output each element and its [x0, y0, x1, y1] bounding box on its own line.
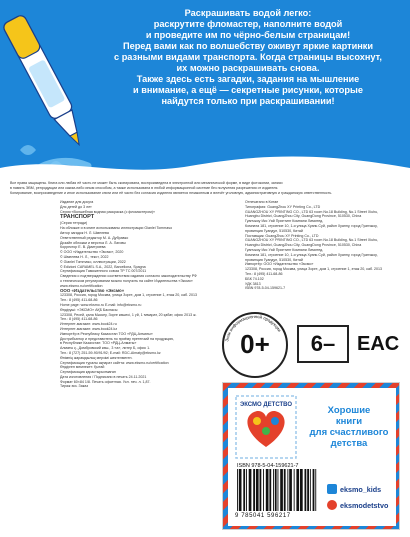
imprint-line: © Шмелева Н. Л., текст, 2022 — [60, 254, 109, 259]
imprint-line: Импортёр в Республику Казахстан ТОО «РДЦ-Алматы» — [60, 331, 153, 336]
barcode-bar — [243, 469, 245, 511]
imprint-line: Гуанчжоу Икс Уай Принтинг Компани Лимитед. — [245, 247, 324, 252]
imprint-line: ISBN 978-5-04-159621-7 — [245, 286, 286, 291]
imprint-line: Для детей до 3 лет — [60, 204, 92, 209]
age-circle-caption: Знак информационной продукции — [224, 313, 283, 342]
banner-wave — [0, 138, 410, 178]
banner-line: их можно раскрашивать снова. — [176, 63, 320, 73]
book-title: ТРАНСПОРТ — [60, 214, 95, 221]
barcode-bar — [280, 469, 283, 511]
imprint-line: Тираж экз. Заказ — [60, 384, 88, 389]
banner-line: Также здесь есть загадки, задания на мышление — [136, 74, 360, 84]
blue-banner — [0, 0, 410, 178]
imprint-line: Дизайн обложки и верстка Л. А. Лаговы — [60, 240, 126, 245]
imprint-line: На обложке и в книге использованы иллюстрации Gianlei Tommaso — [60, 226, 173, 231]
barcode-bar — [253, 469, 255, 511]
imprint-line: Huangbu District, GuangZhou City, GuangDong Province, 510530, China — [245, 243, 362, 248]
slogan-line: для счастливого — [309, 427, 389, 438]
imprint-line: Поставщик: GuangZhou XY Printing Co., LTD — [245, 233, 319, 238]
imprint-line: © Edizioni CARAMEL S.A., 2022, Barcellona, Spagna — [60, 264, 146, 269]
imprint-line: Автор загадок Н. Л. Шмелева — [60, 230, 109, 235]
imprint-line: Комната 181, строение 10, 1-я улица Хуань Суй, район Хуанпу, город Гуанчжоу, — [245, 252, 378, 257]
barcode-bar — [296, 469, 299, 511]
barcode-bar — [249, 469, 252, 511]
barcode-bar — [315, 469, 316, 511]
imprint-line: Home page: www.eksmo.ru E-mail: info@eksmo.ru — [60, 302, 142, 307]
imprint-line: Дистрибьютор и представитель по приёму претензий на продукцию, — [60, 336, 175, 341]
banner-description — [92, 8, 404, 107]
barcode-bar — [239, 469, 242, 511]
barcode-bar — [294, 469, 295, 511]
social-vk-label: eksmo_kids — [340, 485, 382, 494]
imprint-line: Өндіруші: «ЭКСМО» АҚБ Баспасы — [60, 307, 118, 312]
imprint-line: (Серия тетради) — [60, 221, 88, 226]
banner-line: найдутся только при раскрашивании! — [161, 96, 335, 106]
imprint-line: Комната 181, строение 10, 1-я улица Хуань Суй, район Хуанпу, город Гуанчжоу, — [245, 223, 378, 228]
barcode-bar — [260, 469, 262, 511]
barcode-bar — [289, 469, 292, 511]
barcode-bar — [275, 469, 277, 511]
age-rating-circle — [222, 312, 288, 378]
barcode-bar — [284, 469, 286, 511]
slogan-line: Хорошие — [327, 405, 371, 416]
legal-line: в память ЭВМ, репродукции или каким-либо иным способом, а также использована в любой информационной системе без получения разрешения от издателя. — [10, 185, 279, 190]
imprint-line: Сертификация қарастырылмаған — [60, 370, 116, 375]
imprint-line: © Gianlei Tommaso, иллюстрации, 2022 — [60, 259, 126, 264]
banner-line: и проведите им по чёрно-белым страницам! — [145, 30, 351, 40]
barcode-bar — [307, 469, 309, 511]
imprint-line: Отпечатано в Китае — [245, 200, 279, 204]
imprint-line: Дата изготовления / Подписано в печать 24.11.2021 — [60, 374, 147, 379]
social-vk[interactable] — [327, 483, 399, 497]
social-mail[interactable] — [327, 499, 399, 513]
banner-line: Раскрашивать водой легко: — [184, 8, 312, 18]
barcode-bar — [256, 469, 259, 511]
barcode-bar — [269, 469, 271, 511]
barcode-bar — [313, 469, 315, 511]
imprint-line: о техническом регулировании можно получить на сайте Издательства «Эксмо» — [60, 278, 193, 283]
barcode-bar — [310, 469, 311, 511]
legal-line: Копирование, воспроизведение и иное использование книги или её части без согласия издателя является незаконным и влечёт уголовную, административную и гражданскую ответственность. — [10, 190, 333, 195]
age-zero-plus: 0+ — [240, 329, 270, 359]
imprint-line: Серия «Волшебная водная раскраска (с фломастером)» — [60, 209, 155, 214]
imprint-line: © ООО «Издательство «Эксмо», 2020 — [60, 250, 124, 255]
imprint-line: ББК 74.102 — [245, 276, 264, 281]
imprint-line: Алматы қ., Домбровский көш., 3 «а», литер Б, офис 1. — [60, 346, 151, 351]
imprint-line: GUANGZHOU XY PRINTING CO., LTD 63 room No.18 Building, No.1 Street Xiuhu, — [245, 209, 379, 214]
imprint-line: УДК 3813 — [245, 281, 261, 286]
imprint-line: Huangbu District, GuangZhou City, GuangDong Province, 510530, China — [245, 214, 362, 219]
social-mail-label: eksmodetstvo — [340, 501, 389, 510]
banner-line: с разными видами транспорта. Когда страницы высохнут, — [114, 52, 382, 62]
stamp-caption: ЭКСМО ДЕТСТВО — [239, 402, 293, 408]
imprint-line: Тел.: 8 (727) 251-59-90/91/92; E-mail: RDC-Almaty@eksmo.kz — [60, 350, 161, 355]
eac-mark: EAC — [357, 333, 400, 355]
imprint-line: 123308, Россия, город Москва, улица Зорге, дом 1, строение 1, этаж 20, каб. 2013 — [60, 293, 197, 298]
mail-icon — [327, 500, 337, 510]
postcard-envelope — [222, 382, 400, 530]
barcode-bar — [246, 469, 247, 511]
banner-line: раскрутите фломастер, наполните водой — [153, 19, 343, 29]
publisher-name: ООО «Издательство «Эксмо» — [60, 288, 125, 293]
isbn-label: ISBN 978-5-04-159621-7 — [237, 463, 299, 469]
imprint-line: Импортёр: ООО «Издательство «Эксмо» — [245, 262, 314, 267]
barcode-bar — [263, 469, 264, 511]
age-six-badge: 6– — [297, 325, 349, 363]
imprint-line: Өндірген мемлекет: Қытай — [60, 365, 105, 370]
eksmo-detstvo-stamp — [235, 395, 297, 459]
imprint-line: Сертификация туралы ақпарат сайтта: www.eksmo.ru/certification — [60, 360, 169, 365]
imprint-line: Формат 60×84 1/8. Печать офсетная. Усл. печ. л. 1,87. — [60, 379, 151, 384]
imprint-right-column — [245, 200, 390, 291]
barcode-number: 9 785041 596217 — [235, 513, 291, 519]
imprint-line: 123308, Ресей, қала Мәскеу, Зорге көшесі, 1 үй, 1 ғимарат, 20 қабат, офис 2013 ж. — [60, 312, 197, 317]
barcode-bar — [273, 469, 274, 511]
barcode-bar — [266, 469, 269, 511]
legal-notice — [10, 181, 402, 195]
imprint-line: Корректор Е. В. Дмитриева — [60, 245, 106, 250]
barcode — [235, 469, 323, 513]
imprint-line: Типография: GuangZhou XY Printing Co., LTD — [245, 204, 321, 209]
vk-icon — [327, 484, 337, 494]
banner-line: и внимание, а ещё — секретные рисунки, которые — [133, 85, 363, 95]
imprint-line: Издание для досуга — [60, 200, 94, 204]
imprint-line: в Республике Казахстан: ТОО «РДЦ-Алматы» — [60, 341, 137, 346]
imprint-line: 123308, Россия, город Москва, улица Зорге, дом 1, строение 1, этаж 20, каб. 2013 — [245, 267, 382, 272]
imprint-line: www.eksmo.ru/certification — [60, 283, 103, 288]
barcode-bar — [287, 469, 288, 511]
barcode-bar — [237, 469, 238, 511]
imprint-line: Гуанчжоу Икс Уай Принтинг Компани Лимитед. — [245, 219, 324, 224]
legal-line: Все права защищены. Книга или любая её часть не может быть скопирована, воспроизведена в электронной или механической форме, в виде фотокопии, записи — [10, 181, 283, 185]
imprint-line: провинция Гуандун, 510530, Китай — [245, 228, 303, 233]
imprint-line: провинция Гуандун, 510530, Китай — [245, 257, 303, 262]
imprint-line: Тел.: 8 (495) 411-68-86 — [60, 317, 98, 322]
imprint-line: Тел.: 8 (495) 411-68-86 — [245, 271, 283, 276]
imprint-line: Тел.: 8 (495) 411-68-86 — [60, 298, 98, 303]
imprint-line: Сведения о подтверждении соответствия издания согласно законодательству РФ — [60, 274, 197, 279]
slogan-line: детства — [330, 438, 368, 449]
slogan-line: книги — [335, 416, 363, 427]
imprint-line: Өнімнің жарамдылық мерзімі шектелмеген. — [60, 355, 133, 360]
banner-line: Перед вами как по волшебству оживут яркие картинки — [122, 41, 374, 51]
barcode-bar — [300, 469, 303, 511]
barcode-bar — [278, 469, 279, 511]
imprint-line: Сертификация Таможенного союза ТР ТС 007/2011 — [60, 269, 147, 274]
imprint-line: Интернет-магазин: www.book24.ru — [60, 322, 117, 327]
barcode-bar — [305, 469, 307, 511]
imprint-line: GUANGZHOU XY PRINTING CO., LTD 63 room No.18 Building, No.1 Street Xiuhu, — [245, 238, 379, 243]
imprint-line: Ответственный редактор М. А. Дубравко — [60, 235, 129, 240]
slogan — [303, 405, 395, 449]
imprint-line: Интернет-магазин: www.book24.kz — [60, 326, 118, 331]
imprint-left-column — [60, 200, 245, 389]
